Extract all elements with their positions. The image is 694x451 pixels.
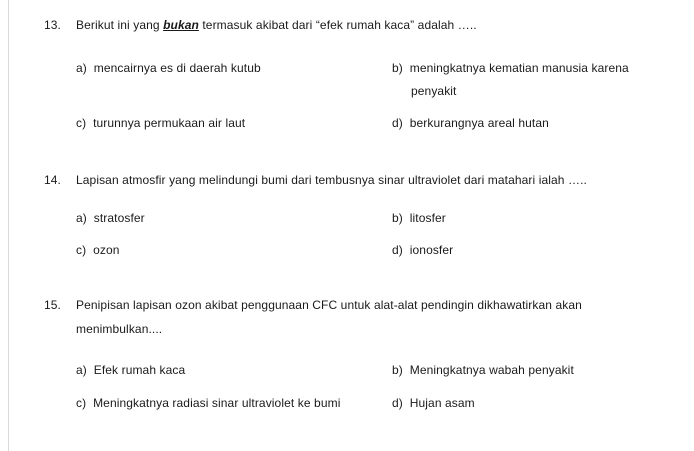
option-text: Meningkatnya radiasi sinar ultraviolet ke bumi bbox=[93, 396, 341, 410]
question-number: 14. bbox=[44, 173, 61, 187]
option-a[interactable] bbox=[76, 211, 145, 225]
option-b[interactable] bbox=[392, 61, 629, 75]
option-letter: c) bbox=[76, 396, 87, 410]
option-b[interactable] bbox=[392, 211, 446, 225]
option-text: Efek rumah kaca bbox=[93, 363, 186, 377]
option-text: turunnya permukaan air laut bbox=[93, 116, 246, 130]
option-d[interactable] bbox=[392, 243, 453, 257]
option-letter: b) bbox=[392, 363, 403, 377]
question-stem: Lapisan atmosfir yang melindungi bumi dari tembusnya sinar ultraviolet dari matahari ialah ….. bbox=[76, 173, 587, 187]
option-d[interactable] bbox=[392, 396, 475, 410]
question-stem-continuation: menimbulkan.... bbox=[76, 322, 163, 336]
question-number: 13. bbox=[44, 18, 61, 32]
option-text: ionosfer bbox=[409, 243, 454, 257]
option-text: ozon bbox=[93, 243, 120, 257]
option-text: meningkatnya kematian manusia karena bbox=[409, 61, 629, 75]
option-c[interactable] bbox=[76, 396, 340, 410]
option-text: Meningkatnya wabah penyakit bbox=[409, 363, 574, 377]
option-letter: a) bbox=[76, 211, 87, 225]
stem-keyword: bukan bbox=[163, 18, 199, 32]
option-letter: c) bbox=[76, 116, 87, 130]
option-text: Hujan asam bbox=[409, 396, 475, 410]
option-text: mencairnya es di daerah kutub bbox=[93, 61, 261, 75]
option-d[interactable] bbox=[392, 116, 549, 130]
option-c[interactable] bbox=[76, 116, 245, 130]
option-letter: c) bbox=[76, 243, 87, 257]
question-stem: Penipisan lapisan ozon akibat penggunaan CFC untuk alat-alat pendingin dikhawatirkan akan bbox=[76, 298, 582, 312]
option-a[interactable] bbox=[76, 61, 261, 75]
question-number: 15. bbox=[44, 298, 61, 312]
option-letter: b) bbox=[392, 211, 403, 225]
option-text: stratosfer bbox=[93, 211, 145, 225]
option-letter: d) bbox=[392, 116, 403, 130]
option-b[interactable] bbox=[392, 363, 574, 377]
option-letter: d) bbox=[392, 396, 403, 410]
option-text: berkurangnya areal hutan bbox=[409, 116, 549, 130]
option-letter: d) bbox=[392, 243, 403, 257]
question-stem bbox=[76, 18, 477, 32]
stem-text: Berikut ini yang bbox=[76, 18, 164, 32]
option-text: litosfer bbox=[409, 211, 446, 225]
option-letter: b) bbox=[392, 61, 403, 75]
option-c[interactable] bbox=[76, 243, 120, 257]
option-a[interactable] bbox=[76, 363, 185, 377]
option-letter: a) bbox=[76, 363, 87, 377]
option-b-continuation: penyakit bbox=[411, 84, 457, 98]
page-left-border bbox=[8, 0, 9, 451]
option-letter: a) bbox=[76, 61, 87, 75]
stem-text: termasuk akibat dari “efek rumah kaca” adalah ….. bbox=[198, 18, 477, 32]
